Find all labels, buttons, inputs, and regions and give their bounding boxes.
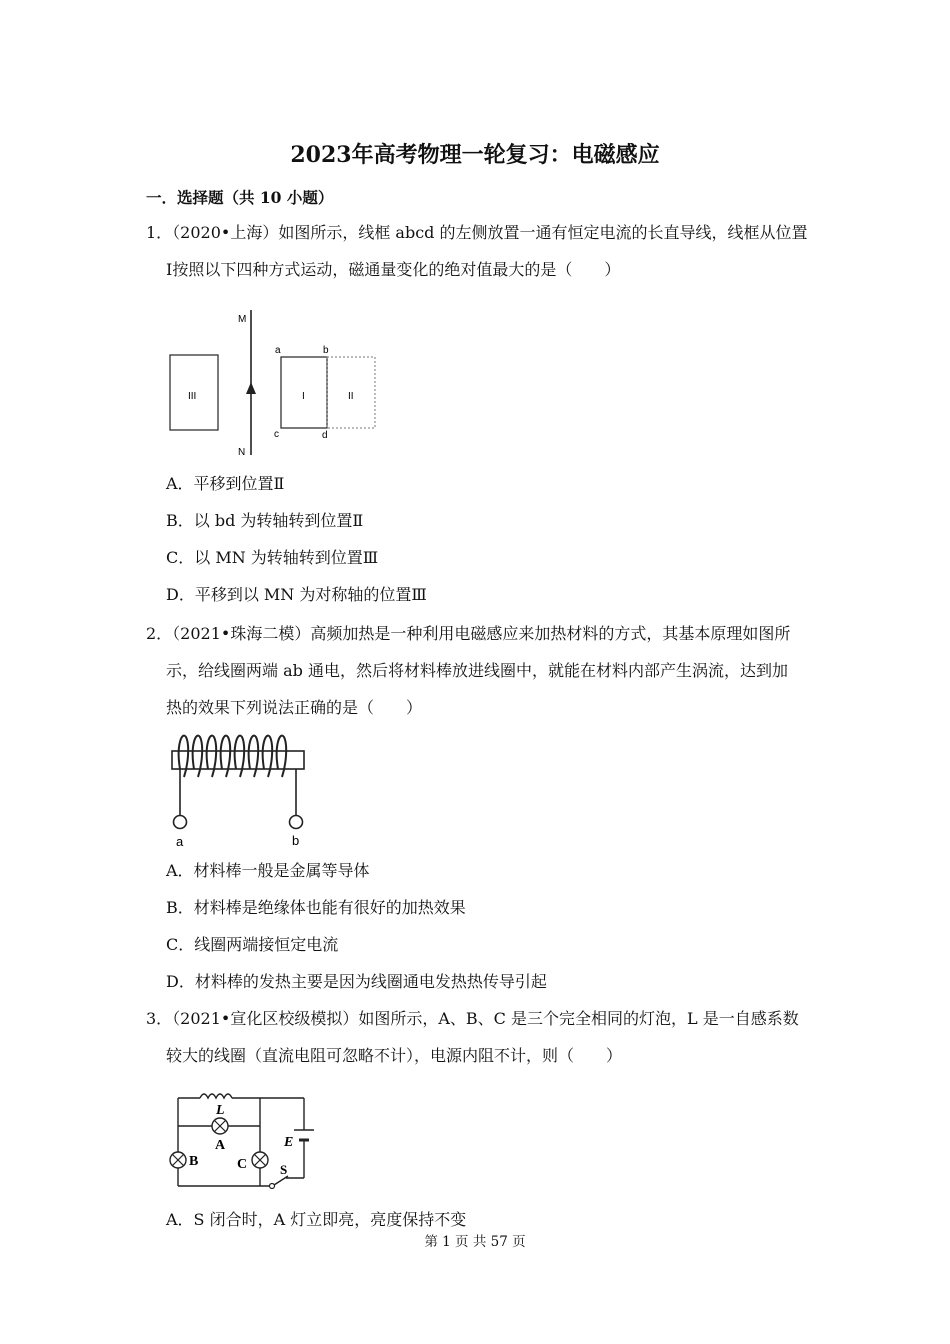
question-1-option-c: C．以 MN 为转轴转到位置Ⅲ bbox=[166, 548, 379, 567]
question-3-stem-line-1: 3．（2021•宣化区校级模拟）如图所示，A、B、C 是三个完全相同的灯泡，L 是一自感系数 bbox=[146, 1009, 799, 1028]
question-3-figure bbox=[160, 1082, 320, 1194]
label-s: S bbox=[280, 1162, 288, 1177]
switch-s bbox=[270, 1184, 275, 1189]
question-3-stem-line-2: 较大的线圈（直流电阻可忽略不计），电源内阻不计，则（ ） bbox=[166, 1046, 623, 1065]
label-position-2: II bbox=[348, 391, 354, 402]
question-2-stem-line-2: 示，给线圈两端 ab 通电，然后将材料棒放进线圈中，就能在材料内部产生涡流，达到加 bbox=[166, 661, 788, 680]
question-1-option-a: A．平移到位置Ⅱ bbox=[166, 474, 285, 493]
question-2-option-b: B．材料棒是绝缘体也能有很好的加热效果 bbox=[166, 898, 466, 917]
terminal-a bbox=[174, 816, 187, 829]
question-1-option-b: B．以 bd 为转轴转到位置Ⅱ bbox=[166, 511, 364, 530]
question-2-figure bbox=[160, 725, 320, 853]
page-footer: 第 1 页 共 57 页 bbox=[424, 1234, 526, 1250]
question-2-stem-line-1: 2．（2021•珠海二模）高频加热是一种利用电磁感应来加热材料的方式，其基本原理如图所 bbox=[146, 624, 791, 643]
question-1-option-d: D．平移到以 MN 为对称轴的位置Ⅲ bbox=[166, 585, 427, 604]
label-b: b bbox=[323, 345, 329, 356]
inductor-l bbox=[200, 1094, 232, 1098]
label-b: B bbox=[189, 1154, 199, 1169]
label-b: b bbox=[292, 833, 300, 848]
label-position-3: III bbox=[188, 391, 197, 402]
label-a: a bbox=[176, 834, 184, 849]
label-e: E bbox=[284, 1135, 294, 1150]
label-position-1: I bbox=[302, 391, 305, 402]
question-2-option-d: D．材料棒的发热主要是因为线圈通电发热热传导引起 bbox=[166, 972, 547, 991]
label-d: d bbox=[322, 430, 328, 441]
label-m: M bbox=[238, 314, 247, 325]
section-heading: 一．选择题（共 10 小题） bbox=[146, 188, 334, 207]
question-1-stem-line-1: 1．（2020•上海）如图所示，线框 abcd 的左侧放置一通有恒定电流的长直导线，线框从位置 bbox=[146, 223, 808, 242]
question-1-stem-line-2: Ⅰ按照以下四种方式运动，磁通量变化的绝对值最大的是（ ） bbox=[166, 260, 621, 279]
question-2-option-c: C．线圈两端接恒定电流 bbox=[166, 935, 339, 954]
label-c: C bbox=[237, 1157, 248, 1172]
question-3-option-a: A．S 闭合时，A 灯立即亮，亮度保持不变 bbox=[166, 1210, 467, 1229]
page-title: 2023年高考物理一轮复习：电磁感应 bbox=[290, 142, 660, 168]
terminal-b bbox=[290, 816, 303, 829]
label-l: L bbox=[216, 1103, 225, 1118]
question-1-figure bbox=[160, 300, 390, 465]
question-2-stem-line-3: 热的效果下列说法正确的是（ ） bbox=[166, 698, 423, 717]
label-a: a bbox=[275, 345, 281, 356]
question-2-option-a: A．材料棒一般是金属等导体 bbox=[166, 861, 370, 880]
label-a: A bbox=[215, 1138, 226, 1153]
label-c: c bbox=[274, 429, 279, 440]
label-n: N bbox=[238, 447, 246, 458]
current-arrow-icon bbox=[246, 382, 256, 394]
